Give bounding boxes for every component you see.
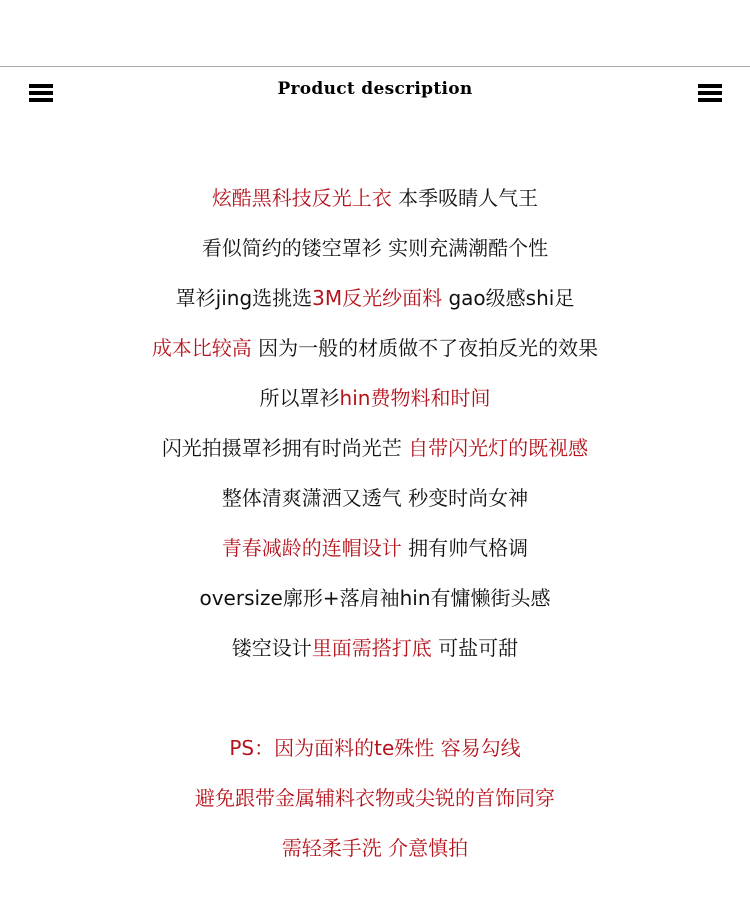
highlight-text: 避免跟带金属辅料衣物或尖锐的首饰同穿 <box>195 786 555 810</box>
highlight-text: hin费物料和时间 <box>339 386 491 410</box>
highlight-text: 成本比较高 <box>151 336 252 360</box>
highlight-text: 3M反光纱面料 <box>312 286 443 310</box>
body-text: 看似简约的镂空罩衫 实则充满潮酷个性 <box>201 236 549 260</box>
description-line <box>0 530 750 580</box>
body-text: 镂空设计 <box>231 636 312 660</box>
highlight-text: 需轻柔手洗 介意慎拍 <box>281 836 469 860</box>
body-text: 罩衫jing选挑选 <box>175 286 313 310</box>
body-text: 因为一般的材质做不了夜拍反光的效果 <box>251 336 599 360</box>
care-note-line <box>0 780 750 830</box>
description-body <box>0 180 750 880</box>
body-text: 拥有帅气格调 <box>401 536 529 560</box>
care-note-line <box>0 730 750 780</box>
description-line <box>0 280 750 330</box>
menu-icon <box>698 84 722 102</box>
care-note-line <box>0 830 750 880</box>
body-text: 本季吸睛人气王 <box>391 186 539 210</box>
top-divider <box>0 66 750 67</box>
highlight-text: PS：因为面料的te殊性 容易勾线 <box>229 736 521 760</box>
description-line <box>0 580 750 630</box>
highlight-text: 自带闪光灯的既视感 <box>408 436 589 460</box>
body-text: 闪光拍摄罩衫拥有时尚光芒 <box>161 436 409 460</box>
body-text: oversize廓形+落肩袖hin有慵懒街头感 <box>199 586 551 610</box>
body-text: 整体清爽潇洒又透气 秒变时尚女神 <box>221 486 529 510</box>
spacer <box>0 680 750 730</box>
body-text: 可盐可甜 <box>431 636 519 660</box>
body-text: gao级感shi足 <box>442 286 575 310</box>
description-line <box>0 230 750 280</box>
section-header <box>0 76 750 108</box>
description-line <box>0 630 750 680</box>
highlight-text: 里面需搭打底 <box>311 636 432 660</box>
description-line <box>0 330 750 380</box>
body-text: 所以罩衫 <box>259 386 340 410</box>
section-title: Product description <box>277 79 473 99</box>
description-line <box>0 380 750 430</box>
description-line <box>0 180 750 230</box>
description-line <box>0 480 750 530</box>
highlight-text: 青春减龄的连帽设计 <box>221 536 402 560</box>
highlight-text: 炫酷黑科技反光上衣 <box>211 186 392 210</box>
description-line <box>0 430 750 480</box>
